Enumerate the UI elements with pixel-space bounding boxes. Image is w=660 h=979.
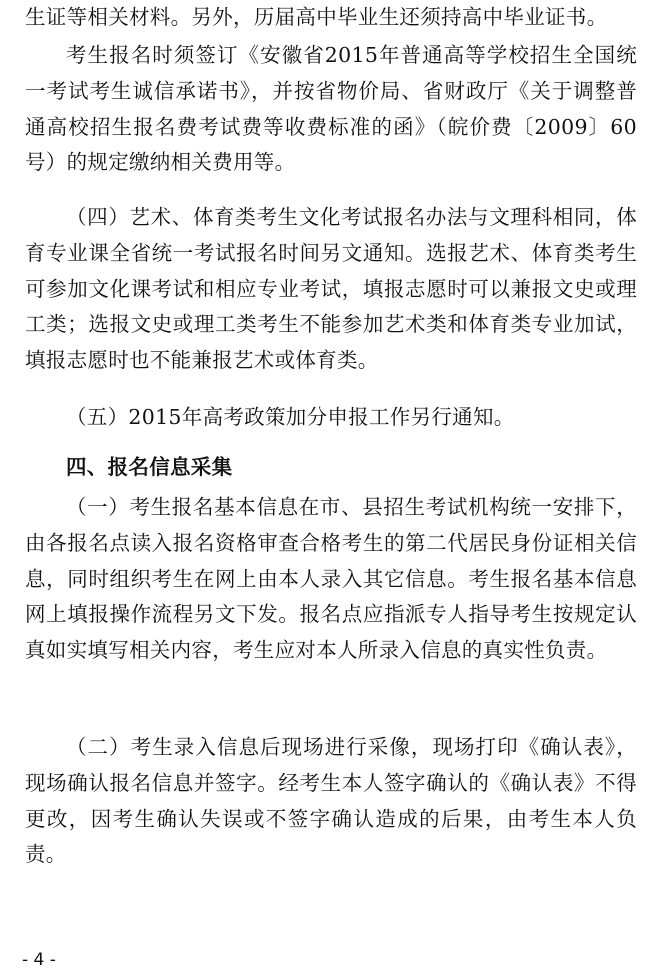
paragraph-integrity-pledge: 考生报名时须签订《安徽省2015年普通高等学校招生全国统一考试考生诚信承诺书》，并按省物价局、省财政厅《关于调整普通高校招生报名费考试费等收费标准的函》（皖价费〔2009〕60号）的规定缴纳相关费用等。 [25, 43, 637, 175]
paragraph-continuation: 生证等相关材料。另外，历届高中毕业生还须持高中毕业证书。 [25, 5, 608, 29]
paragraph-bonus-points: （五）2015年高考政策加分申报工作另行通知。 [66, 405, 515, 429]
paragraph-art-sports: （四）艺术、体育类考生文化考试报名办法与文理科相同，体育专业课全省统一考试报名时间另文通知。选报艺术、体育类考生可参加文化课考试和相应专业考试，填报志愿时可以兼报文史或理工类；选报文史或理工类考生不能参加艺术类和体育类专业加试，填报志愿时也不能兼报艺术或体育类。 [25, 205, 637, 373]
page-number: - 4 - [22, 950, 56, 970]
section-heading: 四、报名信息采集 [66, 455, 233, 479]
paragraph-info-collection: （一）考生报名基本信息在市、县招生考试机构统一安排下，由各报名点读入报名资格审查合格考生的第二代居民身份证相关信息，同时组织考生在网上由本人录入其它信息。考生报名基本信息网上填报操作流程另文下发。报名点应指派专人指导考生按规定认真如实填写相关内容，考生应对本人所录入信息的真实性负责。 [25, 495, 637, 663]
paragraph-confirmation: （二）考生录入信息后现场进行采像，现场打印《确认表》，现场确认报名信息并签字。经考生本人签字确认的《确认表》不得更改，因考生确认失误或不签字确认造成的后果，由考生本人负责。 [25, 735, 637, 867]
